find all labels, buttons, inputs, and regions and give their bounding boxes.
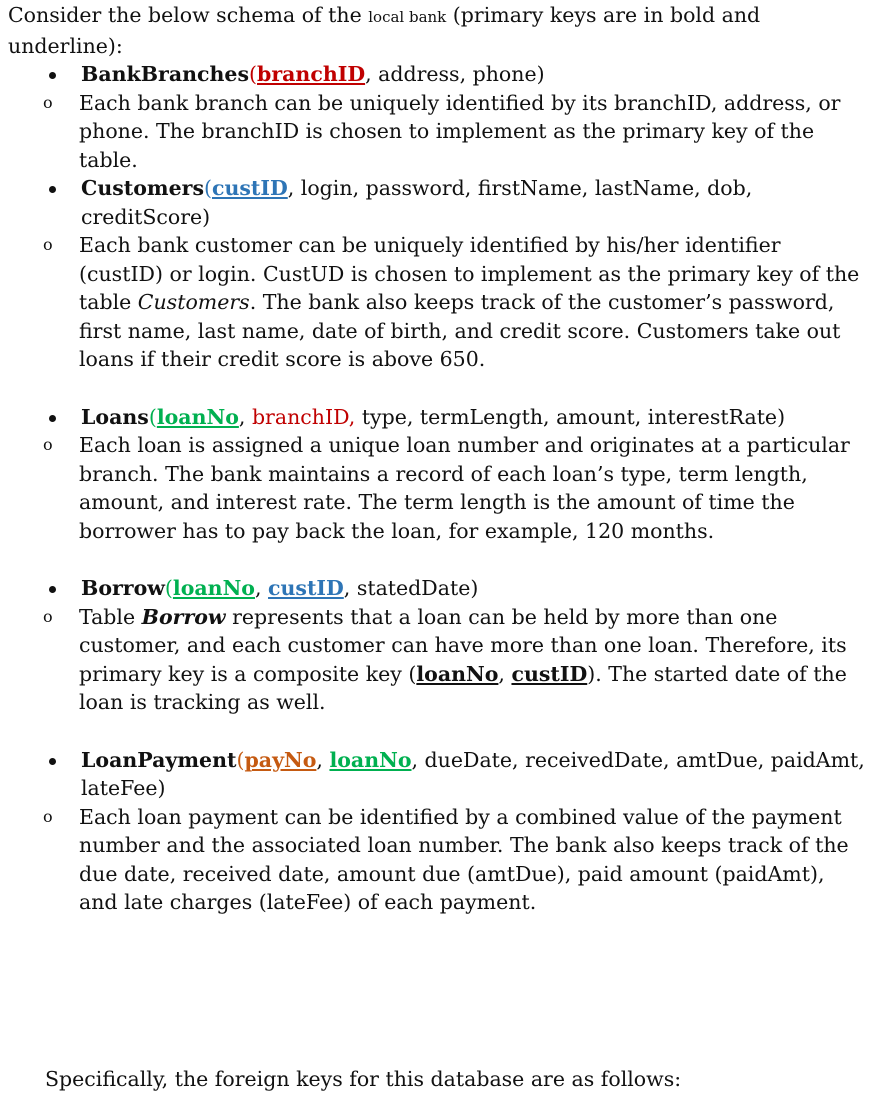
sub-bullet-icon: o	[43, 435, 53, 454]
description-italic-customers: Customers	[137, 290, 250, 314]
composite-key-separator: ,	[498, 661, 512, 686]
bullet-icon	[49, 72, 56, 79]
description-part-a: Each bank customer can be uniquely identified by his/her identifier (custID) or login. CustUD is chosen to implement as the primary key of the table	[79, 233, 860, 314]
spacer	[8, 717, 868, 746]
table-name: Customers	[81, 176, 204, 200]
table-signature	[81, 60, 868, 89]
schema-entry-loans	[8, 403, 868, 432]
bullet-icon	[49, 415, 56, 422]
description-text	[79, 231, 868, 374]
paren-open: (	[148, 404, 157, 429]
sub-bullet-icon: o	[43, 92, 53, 112]
intro-small-text: local bank	[368, 8, 447, 26]
intro-before: Consider the below schema of the	[8, 3, 369, 27]
bullet-icon	[49, 758, 56, 765]
paren-open: (	[236, 747, 245, 772]
description-part-a: Table	[79, 604, 142, 629]
description-loanpayment	[8, 803, 868, 917]
paren-open: (	[164, 576, 173, 600]
primary-key-custid: custID	[268, 576, 344, 600]
schema-entry-borrow	[8, 574, 868, 603]
intro-paragraph	[8, 0, 868, 60]
primary-key-loanno: loanNo	[156, 404, 239, 429]
foreign-key-branchid: branchID,	[251, 404, 356, 429]
description-text: Each loan payment can be identified by a combined value of the payment number and the associated loan number. The bank also keeps track of the due date, received date, amount due (amtDue), paid amount (paidAmt), and late charges (lateFee) of each payment.	[79, 804, 849, 914]
table-name: LoanPayment	[81, 747, 237, 772]
description-loans	[8, 431, 868, 545]
primary-key-payno: payNo	[244, 747, 317, 772]
primary-key-loanno: loanNo	[329, 747, 412, 772]
table-attributes: , address, phone)	[365, 62, 545, 86]
table-attributes: , statedDate)	[343, 576, 479, 600]
separator: ,	[316, 747, 330, 772]
primary-key-loanno: loanNo	[172, 576, 255, 600]
primary-key-branchid: branchID	[257, 62, 366, 86]
bullet-icon	[49, 586, 56, 593]
table-signature	[81, 574, 868, 603]
spacer	[8, 374, 868, 403]
sub-bullet-icon: o	[43, 606, 53, 626]
table-name: Loans	[81, 404, 149, 429]
separator: ,	[254, 576, 269, 600]
table-name: Borrow	[81, 576, 165, 600]
schema-entry-customers	[8, 174, 868, 231]
foreign-keys-intro: Specifically, the foreign keys for this database are as follows:	[45, 1067, 682, 1091]
paren-open: (	[249, 62, 258, 86]
description-borrow	[8, 603, 868, 717]
table-name: BankBranches	[81, 62, 250, 86]
primary-key-custid: custID	[211, 176, 288, 200]
separator: ,	[238, 404, 252, 429]
table-signature	[81, 403, 868, 432]
description-text: Each loan is assigned a unique loan number and originates at a particular branch. The bank maintains a record of each loan’s type, term length, amount, and interest rate. The term length is the amount of time the borrower has to pay back the loan, for example, 120 months.	[79, 433, 850, 543]
description-text	[79, 603, 868, 717]
table-attributes: , dueDate, receivedDate, amtDue, paidAmt, lateFee)	[81, 747, 865, 800]
table-attributes: type, termLength, amount, interestRate)	[355, 404, 786, 429]
sub-bullet-icon: o	[43, 235, 53, 254]
paren-open: (	[203, 176, 212, 200]
schema-entry-bankbranches	[8, 60, 868, 89]
document-body	[8, 0, 868, 917]
spacer	[8, 545, 868, 574]
description-part-c: ). The started date of the loan is tracking as well.	[79, 661, 847, 714]
composite-key-custid: custID	[511, 661, 588, 686]
table-attributes: , login, password, firstName, lastName, dob, creditScore)	[81, 176, 753, 229]
description-bold-italic-borrow: Borrow	[141, 604, 226, 629]
table-signature	[81, 746, 868, 803]
description-customers	[8, 231, 868, 374]
description-text: Each bank branch can be uniquely identified by its branchID, address, or phone. The branchID is chosen to implement as the primary key of the table.	[79, 90, 841, 172]
description-part-b: . The bank also keeps track of the customer’s password, first name, last name, date of birth, and credit score. Customers take out loans if their credit score is above 650.	[79, 290, 841, 371]
intro-after: (primary keys are in bold and underline):	[8, 3, 761, 58]
composite-key-loanno: loanNo	[416, 661, 499, 686]
description-bankbranches	[8, 89, 868, 175]
schema-entry-loanpayment	[8, 746, 868, 803]
table-signature	[81, 174, 868, 231]
sub-bullet-icon: o	[43, 806, 53, 826]
bullet-icon	[49, 186, 56, 193]
description-part-b: represents that a loan can be held by more than one customer, and each customer can have more than one loan. Therefore, its primary key is a composite key (	[79, 604, 847, 686]
